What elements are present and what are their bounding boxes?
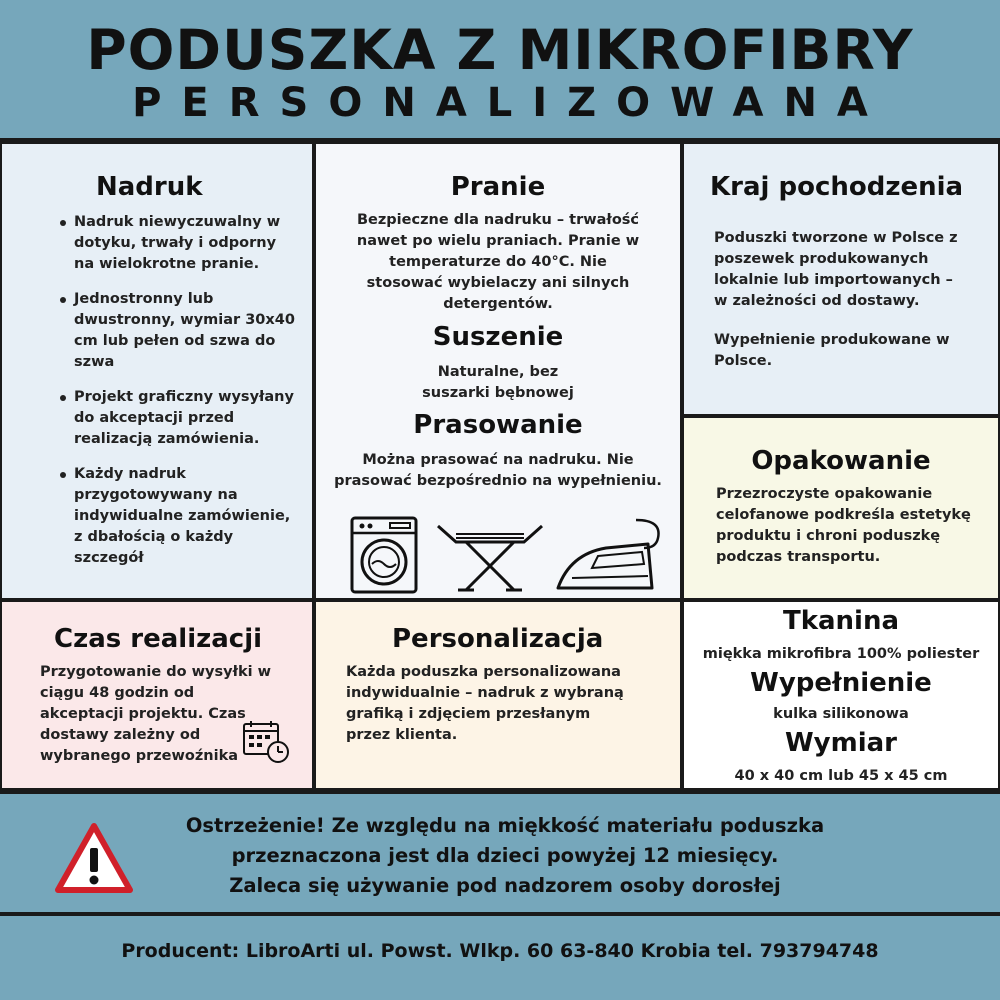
wypelnienie-value: kulka silikonowa: [773, 706, 909, 722]
prasowanie-text: Można prasować na nadruku. Nie prasować bezpośrednio na wypełnieniu.: [334, 452, 662, 489]
list-item: Każdy nadruk przygotowywany na indywidualne zamówienie, z dbałością o każdy szczegół: [58, 464, 298, 569]
list-item: Projekt graficzny wysyłany do akceptacji przed realizacją zamówienia.: [58, 387, 298, 450]
list-item: Nadruk niewyczuwalny w dotyku, trwały i odporny na wielokrotne pranie.: [58, 212, 298, 275]
section-czas: [0, 600, 314, 790]
section-heading: Prasowanie: [413, 410, 583, 440]
section-specs: [682, 600, 1000, 790]
divider: [0, 790, 1000, 794]
section-heading: Personalizacja: [392, 624, 604, 654]
wymiar-value: 40 x 40 cm lub 45 x 45 cm: [734, 768, 948, 784]
section-personalizacja: [314, 600, 682, 790]
page-subtitle: PERSONALIZOWANA: [132, 80, 888, 126]
suszenie-text: Naturalne, bez suszarki bębnowej: [422, 364, 574, 401]
kraj-text-1: Poduszki tworzone w Polsce z poszewek produkowanych lokalnie lub importowanych – w zależności od dostawy.: [714, 230, 958, 309]
section-heading: Czas realizacji: [54, 624, 263, 654]
tkanina-value: miękka mikrofibra 100% poliester: [702, 646, 980, 662]
section-care: [314, 142, 682, 600]
footer-producer: Producent: LibroArti ul. Powst. Wlkp. 60 63-840 Krobia tel. 793794748: [121, 940, 879, 962]
divider: [0, 912, 1000, 916]
page-title: PODUSZKA Z MIKROFIBRY: [86, 18, 914, 82]
calendar-clock-icon: [242, 720, 290, 764]
personalizacja-text: Każda poduszka personalizowana indywidualnie – nadruk z wybraną grafiką i zdjęciem przesłanym przez klienta.: [346, 664, 624, 743]
warning-triangle-icon: [54, 822, 134, 894]
section-heading: Suszenie: [432, 322, 564, 352]
section-heading: Wypełnienie: [750, 668, 932, 698]
section-nadruk: [0, 142, 314, 600]
warning-line-2: przeznaczona jest dla dzieci powyżej 12 miesięcy.: [231, 844, 779, 867]
kraj-text-2: Wypełnienie produkowane w Polsce.: [714, 332, 950, 369]
washing-machine-icon: [350, 516, 418, 594]
opakowanie-text: Przezroczyste opakowanie celofanowe podkreśla estetykę produktu i chroni poduszkę podczas transportu.: [716, 486, 971, 565]
drying-rack-icon: [436, 522, 544, 592]
nadruk-list: [58, 212, 298, 583]
section-opakowanie: [682, 416, 1000, 600]
czas-text: Przygotowanie do wysyłki w ciągu 48 godzin od akceptacji projektu. Czas dostawy zależny od wybranego przewoźnika: [40, 664, 272, 764]
section-kraj: [682, 142, 1000, 416]
section-heading: Opakowanie: [751, 446, 931, 476]
section-heading: Tkanina: [782, 606, 900, 636]
section-heading: Kraj pochodzenia: [710, 172, 964, 202]
pranie-text: Bezpieczne dla nadruku – trwałość nawet po wielu praniach. Pranie w temperaturze do 40°C. Nie stosować wybielaczy ani silnych detergentów.: [356, 212, 640, 312]
warning-line-1: Ostrzeżenie! Ze względu na miękkość materiału poduszka: [185, 814, 825, 837]
list-item: Jednostronny lub dwustronny, wymiar 30x40 cm lub pełen od szwa do szwa: [58, 289, 298, 373]
iron-icon: [552, 518, 668, 596]
section-heading: Nadruk: [96, 172, 203, 202]
section-heading: Wymiar: [785, 728, 897, 758]
warning-line-3: Zaleca się używanie pod nadzorem osoby dorosłej: [229, 874, 781, 897]
section-heading: Pranie: [450, 172, 546, 202]
